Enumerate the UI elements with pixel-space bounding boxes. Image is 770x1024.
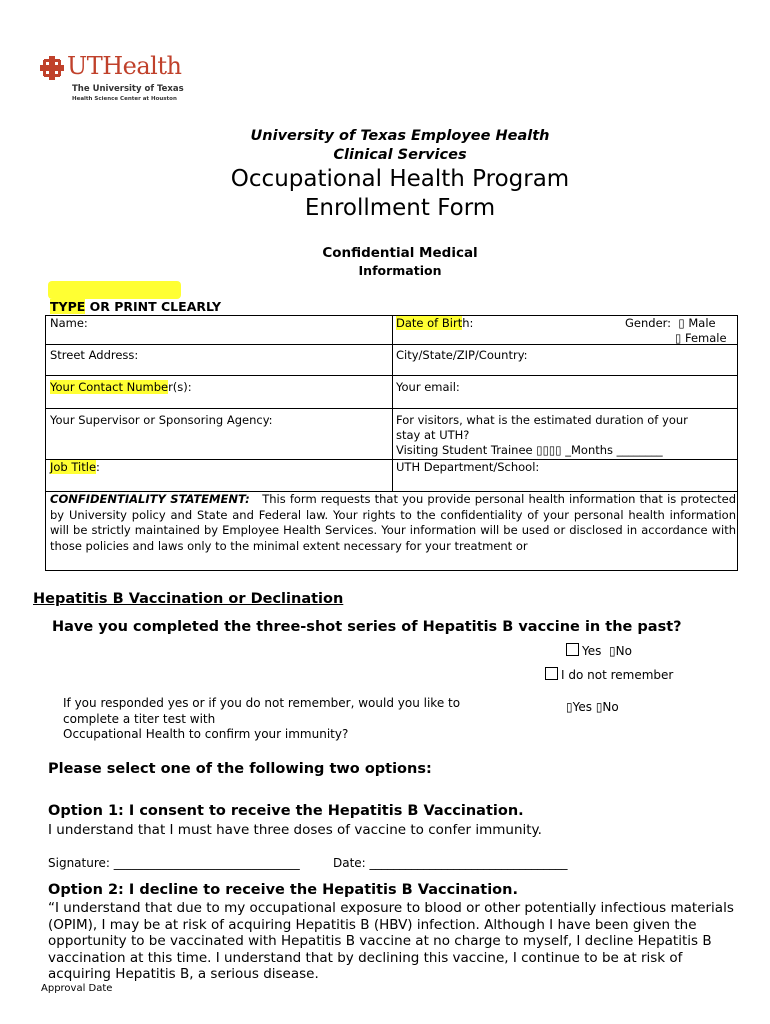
visitors-line-2: stay at UTH?: [396, 428, 470, 442]
signature-line[interactable]: Signature: _______________________________: [48, 856, 300, 870]
approval-date: Approval Date: [41, 983, 113, 994]
header-line-1: University of Texas Employee Health: [250, 128, 550, 144]
dob-highlight: Date of Birt: [396, 316, 463, 330]
row-divider: [46, 408, 737, 409]
row-divider: [46, 375, 737, 376]
page-title-line-2: Enrollment Form: [304, 195, 496, 221]
gender-label: Gender:: [625, 316, 672, 330]
checkbox-male-icon[interactable]: ▯: [678, 316, 685, 330]
titer-line-2: complete a titer test with: [63, 712, 216, 726]
jobtitle-rest: :: [96, 460, 100, 474]
logo-subtitle-small: Health Science Center at Houston: [72, 96, 177, 102]
conf-heading: CONFIDENTIALITY STATEMENT:: [50, 492, 250, 506]
option-1-text: I understand that I must have three doses of vaccine to confer immunity.: [48, 822, 542, 838]
confidentiality-statement: [50, 492, 736, 554]
option-2-title[interactable]: Option 2: I decline to receive the Hepatitis B Vaccination.: [48, 882, 518, 898]
logo-wordmark: UTHealth: [67, 52, 182, 80]
department-label[interactable]: UTH Department/School:: [396, 460, 540, 474]
dob-field[interactable]: [396, 316, 473, 331]
hepb-heading: Hepatitis B Vaccination or Declination: [33, 591, 344, 607]
enrollment-table: [45, 315, 738, 571]
conf-text: This form requests that you provide personal health information that is protected by University policy and State and Federal law. Your rights to the confidentiality of your personal health information will be strictly maintained by Employee Health Services. Your information will be used or disclosed in accordance with those policies and laws only to the minimal extent necessary for your treatment or: [50, 492, 736, 553]
contact-rest: r(s):: [168, 380, 192, 394]
instructions: [50, 299, 221, 314]
column-divider: [392, 316, 393, 491]
yes-label: Yes: [582, 644, 602, 658]
confidential-subtitle-1: Confidential Medical: [322, 245, 478, 261]
checkbox-yes-icon[interactable]: [566, 643, 579, 656]
checkbox-dont-remember-icon[interactable]: [545, 667, 558, 680]
dont-remember-label: I do not remember: [561, 668, 674, 682]
titer-line-3: Occupational Health to confirm your immunity?: [63, 727, 349, 741]
select-options-heading: Please select one of the following two options:: [48, 761, 432, 777]
gender-female-option: [675, 331, 727, 346]
type-word: TYPE: [50, 299, 86, 314]
hepb-yes-no: [566, 643, 632, 658]
contact-number-field[interactable]: [50, 380, 192, 395]
gender-male-label: Male: [688, 316, 716, 330]
titer-line-1: If you responded yes or if you do not remember, would you like to: [63, 696, 461, 710]
option-1-title[interactable]: Option 1: I consent to receive the Hepatitis B Vaccination.: [48, 803, 524, 819]
checkbox-titer-no-icon[interactable]: ▯: [595, 700, 603, 714]
row-divider: [46, 344, 737, 345]
gender-female-label: Female: [685, 331, 727, 345]
print-clearly: OR PRINT CLEARLY: [85, 299, 222, 314]
no-label: No: [615, 644, 632, 658]
checkbox-no-icon[interactable]: ▯: [609, 644, 616, 658]
checkbox-female-icon[interactable]: ▯: [675, 331, 682, 345]
gender-field: [625, 316, 716, 331]
titer-yes-label: Yes: [572, 700, 592, 714]
email-label[interactable]: Your email:: [396, 380, 460, 394]
highlight-mark: [48, 281, 181, 299]
visitors-line-1: For visitors, what is the estimated duration of your: [396, 413, 688, 427]
street-address-label[interactable]: Street Address:: [50, 348, 139, 362]
uthealth-logo: [40, 54, 190, 108]
contact-highlight: Your Contact Numbe: [50, 380, 169, 394]
uthealth-emblem-icon: [40, 56, 64, 80]
hepb-question: Have you completed the three-shot series of Hepatitis B vaccine in the past?: [52, 619, 682, 635]
hepb-dont-remember: [545, 667, 673, 682]
date-line[interactable]: Date: _________________________________: [333, 856, 568, 870]
checkbox-titer-yes-icon[interactable]: ▯: [566, 700, 573, 714]
visitors-line-3[interactable]: Visiting Student Trainee ▯▯▯▯ _Months ________: [396, 443, 663, 457]
name-label[interactable]: Name:: [50, 316, 88, 330]
option-2-text: “I understand that due to my occupational exposure to blood or other potentially infectious materials (OPIM), I may be at risk of acquiring Hepatitis B (HBV) infection. Although I have been given the opportunity to be vaccinated with Hepatitis B vaccine at no charge to myself, I decline Hepatitis B vaccination at this time. I understand that by declining this vaccine, I continue to be at risk of acquiring Hepatitis B, a serious disease.: [48, 900, 734, 982]
jobtitle-highlight: Job Title: [50, 460, 97, 474]
job-title-field[interactable]: [50, 460, 100, 475]
titer-yes-no: [566, 700, 619, 714]
city-state-label[interactable]: City/State/ZIP/Country:: [396, 348, 528, 362]
confidential-subtitle-2: Information: [358, 263, 442, 278]
row-divider: [46, 459, 737, 460]
header-line-2: Clinical Services: [333, 147, 467, 163]
titer-no-label: No: [602, 700, 619, 714]
supervisor-label[interactable]: Your Supervisor or Sponsoring Agency:: [50, 413, 273, 427]
logo-subtitle: The University of Texas: [72, 84, 184, 94]
page-title-line-1: Occupational Health Program: [230, 166, 570, 192]
dob-rest: h:: [462, 316, 474, 330]
